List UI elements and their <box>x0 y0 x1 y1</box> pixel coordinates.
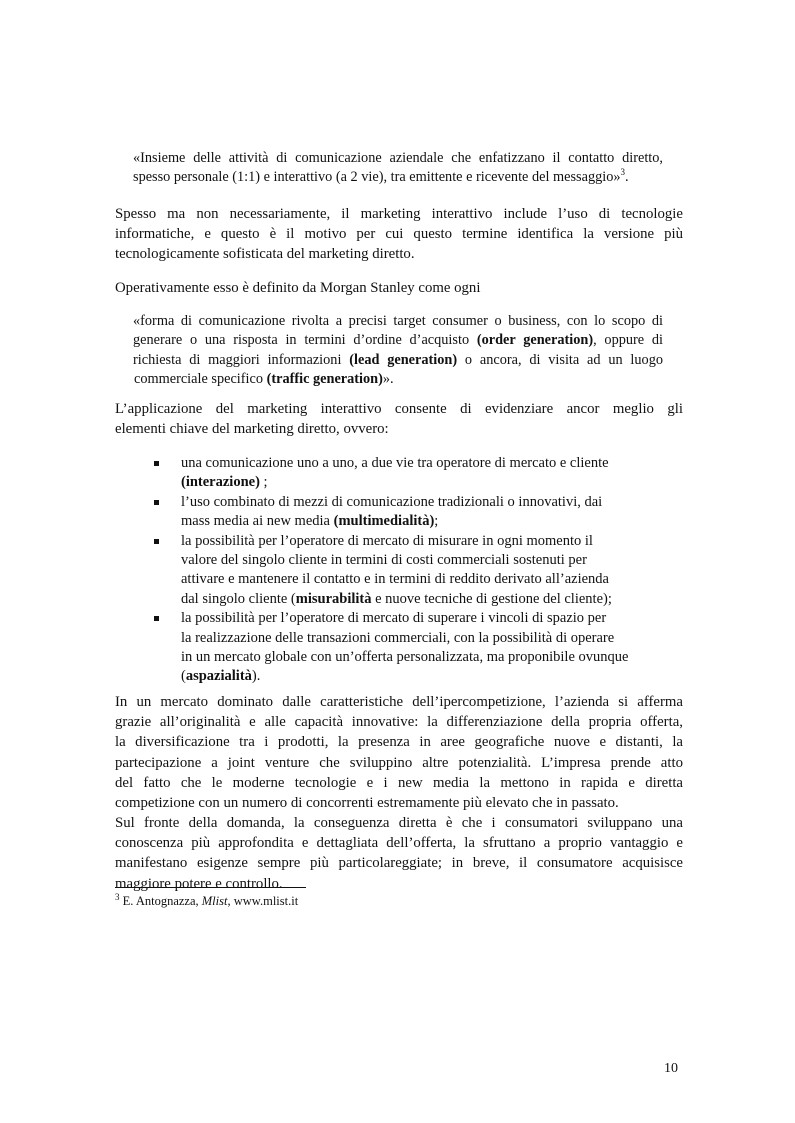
bold-term: (multimedialità) <box>333 513 435 530</box>
paragraph-3 <box>115 399 683 439</box>
quote-line: spesso personale (1:1) e interattivo (a 2 vie), tra emittente e ricevente del messaggio»$^3$. <box>133 167 629 186</box>
paragraph-line: In un mercato dominato dalle caratteristiche dell’ipercompetizione, l’azienda si afferma <box>115 694 683 710</box>
bold-term: misurabilità <box>295 590 372 607</box>
quote-line: richiesta di maggiori informazioni (lead generation) o ancora, di visita ad un luogo <box>133 351 664 368</box>
paragraph-line: Operativamente esso è definito da Morgan Stanley come ogni <box>115 280 481 296</box>
paragraph-line: manifestano esigenze sempre più particolareggiate; in breve, il consumatore acquisisce <box>115 855 683 872</box>
paragraph-line: partecipazione a joint venture che sviluppino altre potenzialità. L’impresa prende atto <box>115 754 683 771</box>
quote-line: «Insieme delle attività di comunicazione aziendale che enfatizzano il contatto diretto, <box>133 150 663 166</box>
footnote-number: 3 <box>115 891 120 902</box>
paragraph-line: del fatto che le moderne tecnologie e i new media la mettono in rapida e diretta <box>115 774 683 791</box>
paragraph-line: competizione con un numero di concorrenti estremamente più elevato che in passato. <box>115 795 619 812</box>
square-bullet-icon <box>154 461 159 466</box>
paragraph-2 <box>115 278 683 298</box>
paragraph-line: maggiore potere e controllo. <box>115 875 283 892</box>
footnote-divider <box>115 887 306 888</box>
paragraph-line: L’applicazione del marketing interattivo consente di evidenziare ancor meglio gli <box>115 401 683 417</box>
footnote-title: Mlist <box>201 894 228 908</box>
list-item: una comunicazione uno a uno, a due vie tra operatore di mercato e cliente (interazione) ; <box>154 454 654 493</box>
paragraph-5 <box>115 813 683 894</box>
bold-term: (order generation) <box>476 332 594 349</box>
bold-term: (lead generation) <box>349 351 458 368</box>
footnote-reference: 3 <box>620 167 626 178</box>
paragraph-line: conoscenza più approfondita e dettagliata dell’offerta, la sfruttano a proprio vantaggio e <box>115 835 683 852</box>
definition-quote-1 <box>133 149 663 188</box>
bold-term: (interazione) <box>181 474 260 491</box>
paragraph-line: Sul fronte della domanda, la conseguenza diretta è che i consumatori sviluppano una <box>115 815 683 831</box>
square-bullet-icon <box>154 539 159 544</box>
footnote: $^3$ E. Antognazza, Mlist, www.mlist.it <box>115 891 299 908</box>
square-bullet-icon <box>154 616 159 621</box>
page-number: 10 <box>664 1061 678 1076</box>
paragraph-line: tecnologicamente sofisticata del marketing diretto. <box>115 246 415 263</box>
square-bullet-icon <box>154 500 159 505</box>
paragraph-line: la diversificazione tra i prodotti, la presenza in aree geografiche nuove e distanti, la <box>115 734 683 751</box>
key-elements-list <box>154 454 654 687</box>
list-item: l’uso combinato di mezzi di comunicazione tradizionali o innovativi, dai mass media ai new media (multimedialità); <box>154 493 654 532</box>
paragraph-line: Spesso ma non necessariamente, il marketing interattivo include l’uso di tecnologie <box>115 206 683 222</box>
paragraph-4 <box>115 692 683 813</box>
list-item: la possibilità per l’operatore di mercato di superare i vincoli di spazio per la realizzazione delle transazioni commerciali, con la possibilità di operare in un mercato globale con un’offerta personalizzata, ma proponibile ovunque (aspazialità). <box>154 609 654 687</box>
paragraph-line: elementi chiave del marketing diretto, ovvero: <box>115 421 389 438</box>
quote-line: generare o una risposta in termini d’ordine d’acquisto (order generation), oppure di <box>133 332 663 349</box>
paragraph-1 <box>115 204 683 265</box>
quote-line: commerciale specifico (traffic generation)». <box>134 371 394 388</box>
bold-term: aspazialità <box>185 668 252 685</box>
bold-term: (traffic generation) <box>266 371 383 388</box>
paragraph-line: grazie all’originalità e alle capacità innovative: la differenziazione della propria offerta, <box>115 714 683 731</box>
paragraph-line: informatiche, e questo è il motivo per cui questo termine identifica la versione più <box>115 226 683 243</box>
definition-quote-2 <box>133 312 663 390</box>
list-item: la possibilità per l’operatore di mercato di misurare in ogni momento il valore del singolo cliente in termini di costi commerciali sostenuti per attivare e mantenere il contatto e in termini di reddito derivato all’azienda dal singolo cliente (misurabilità e nuove tecniche di gestione del cliente); <box>154 532 654 610</box>
quote-line: «forma di comunicazione rivolta a precisi target consumer o business, con lo scopo di <box>133 313 663 329</box>
